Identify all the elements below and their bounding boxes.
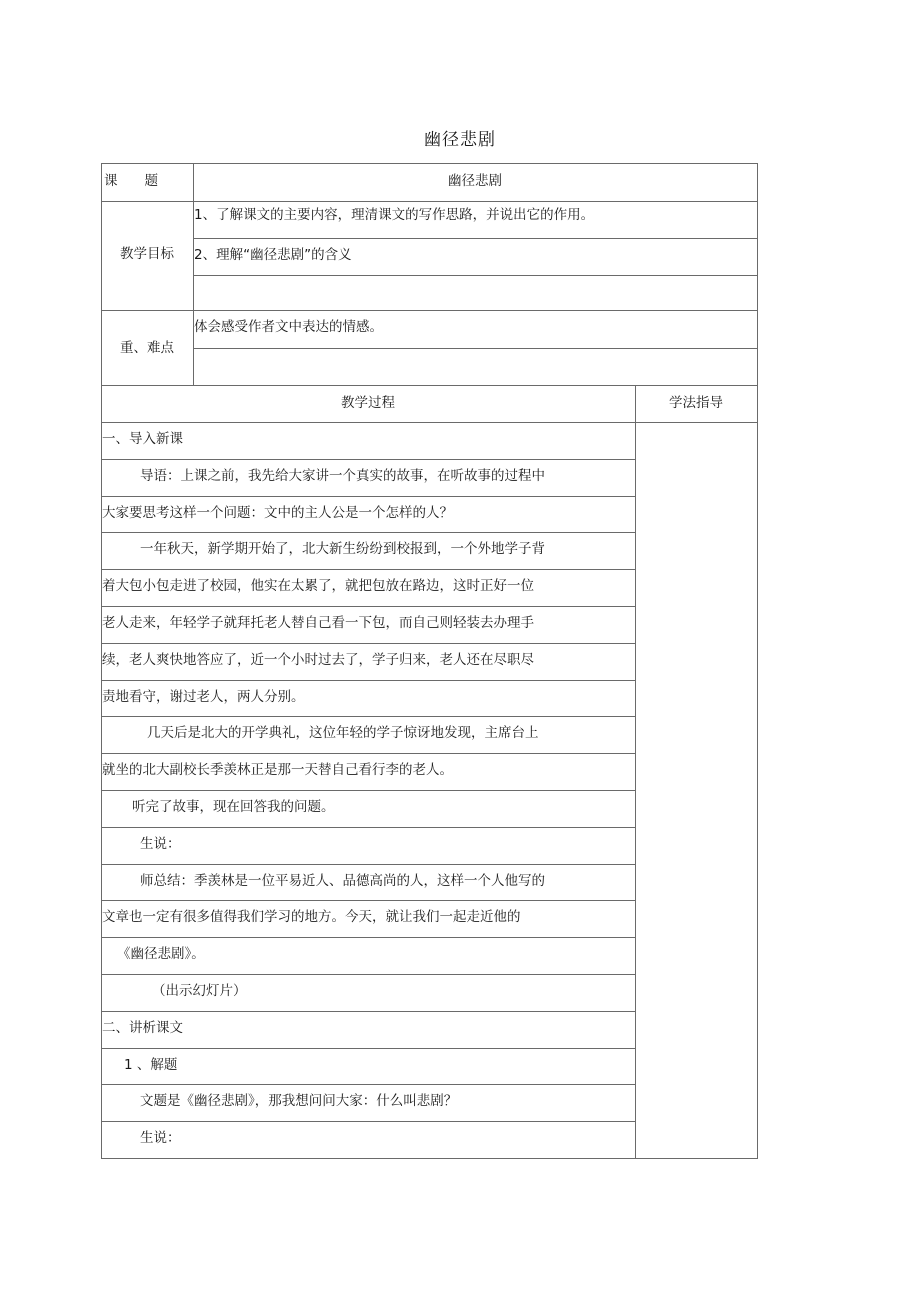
process-row-divider xyxy=(101,937,635,938)
row-divider xyxy=(101,422,757,423)
process-line: 着大包小包走进了校园，他实在太累了，就把包放在路边，这时正好一位 xyxy=(102,578,534,595)
process-line: 导语：上课之前，我先给大家讲一个真实的故事，在听故事的过程中 xyxy=(140,467,545,484)
process-row-divider xyxy=(101,496,635,497)
process-line: 大家要思考这样一个问题：文中的主人公是一个怎样的人？ xyxy=(102,504,453,521)
process-row-divider xyxy=(101,790,635,791)
goal-item-2: 2、理解“幽径悲剧”的含义 xyxy=(194,247,352,263)
row-divider xyxy=(101,201,757,202)
process-line: 生说： xyxy=(140,835,181,852)
process-row-divider xyxy=(101,1011,635,1012)
goals-label: 教学目标 xyxy=(120,246,174,262)
process-row-divider xyxy=(101,532,635,533)
row-divider xyxy=(101,385,757,386)
table-border-right xyxy=(757,163,758,1159)
process-row-divider xyxy=(101,1048,635,1049)
row-divider xyxy=(193,238,757,239)
topic-label: 课 题 xyxy=(104,173,158,189)
process-line: 续，老人爽快地答应了，近一个小时过去了，学子归来，老人还在尽职尽 xyxy=(102,651,534,668)
process-row-divider xyxy=(101,827,635,828)
process-row-divider xyxy=(101,974,635,975)
table-border-bottom xyxy=(101,1158,757,1159)
label-column-divider xyxy=(193,163,194,385)
process-row-divider xyxy=(101,1121,635,1122)
process-row-divider xyxy=(101,643,635,644)
focus-item-1: 体会感受作者文中表达的情感。 xyxy=(194,319,383,335)
process-row-divider xyxy=(101,753,635,754)
focus-label: 重、难点 xyxy=(120,340,174,356)
process-line: 《幽径悲剧》。 xyxy=(117,946,205,963)
lesson-plan-table xyxy=(101,163,757,1158)
process-row-divider xyxy=(101,569,635,570)
process-line: 听完了故事，现在回答我的问题。 xyxy=(132,799,335,815)
process-row-divider xyxy=(101,680,635,681)
process-line: 1 、解题 xyxy=(124,1056,178,1073)
goal-item-1: 1、了解课文的主要内容，理清课文的写作思路，并说出它的作用。 xyxy=(194,207,595,223)
process-row-divider xyxy=(101,1084,635,1085)
process-line: 二、讲析课文 xyxy=(102,1019,183,1036)
process-line: 文章也一定有很多值得我们学习的地方。今天，就让我们一起走近他的 xyxy=(102,909,521,926)
row-divider xyxy=(193,348,757,349)
table-border-top xyxy=(101,163,757,164)
process-line: （出示幻灯片） xyxy=(152,983,247,999)
document-title: 幽径悲剧 xyxy=(424,130,496,150)
process-line: 几天后是北大的开学典礼，这位年轻的学子惊讶地发现，主席台上 xyxy=(147,725,539,742)
process-line: 就坐的北大副校长季羡林正是那一天替自己看行李的老人。 xyxy=(102,762,453,779)
process-row-divider xyxy=(101,716,635,717)
process-line: 责地看守，谢过老人，两人分别。 xyxy=(102,688,305,705)
process-line: 生说： xyxy=(140,1130,181,1147)
process-row-divider xyxy=(101,864,635,865)
topic-value: 幽径悲剧 xyxy=(448,173,502,189)
guide-header: 学法指导 xyxy=(669,395,723,411)
process-line: 师总结：季羡林是一位平易近人、品德高尚的人，这样一个人他写的 xyxy=(140,872,545,889)
process-line: 一、导入新课 xyxy=(102,431,183,447)
row-divider xyxy=(101,310,757,311)
process-row-divider xyxy=(101,459,635,460)
process-header: 教学过程 xyxy=(341,395,395,411)
process-line: 文题是《幽径悲剧》，那我想问问大家：什么叫悲剧？ xyxy=(140,1093,458,1110)
guide-column-divider xyxy=(635,385,636,1159)
process-line: 老人走来，年轻学子就拜托老人替自己看一下包，而自己则轻装去办理手 xyxy=(102,615,534,631)
process-row-divider xyxy=(101,900,635,901)
process-row-divider xyxy=(101,606,635,607)
row-divider xyxy=(193,275,757,276)
process-line: 一年秋天，新学期开始了，北大新生纷纷到校报到，一个外地学子背 xyxy=(140,541,545,558)
